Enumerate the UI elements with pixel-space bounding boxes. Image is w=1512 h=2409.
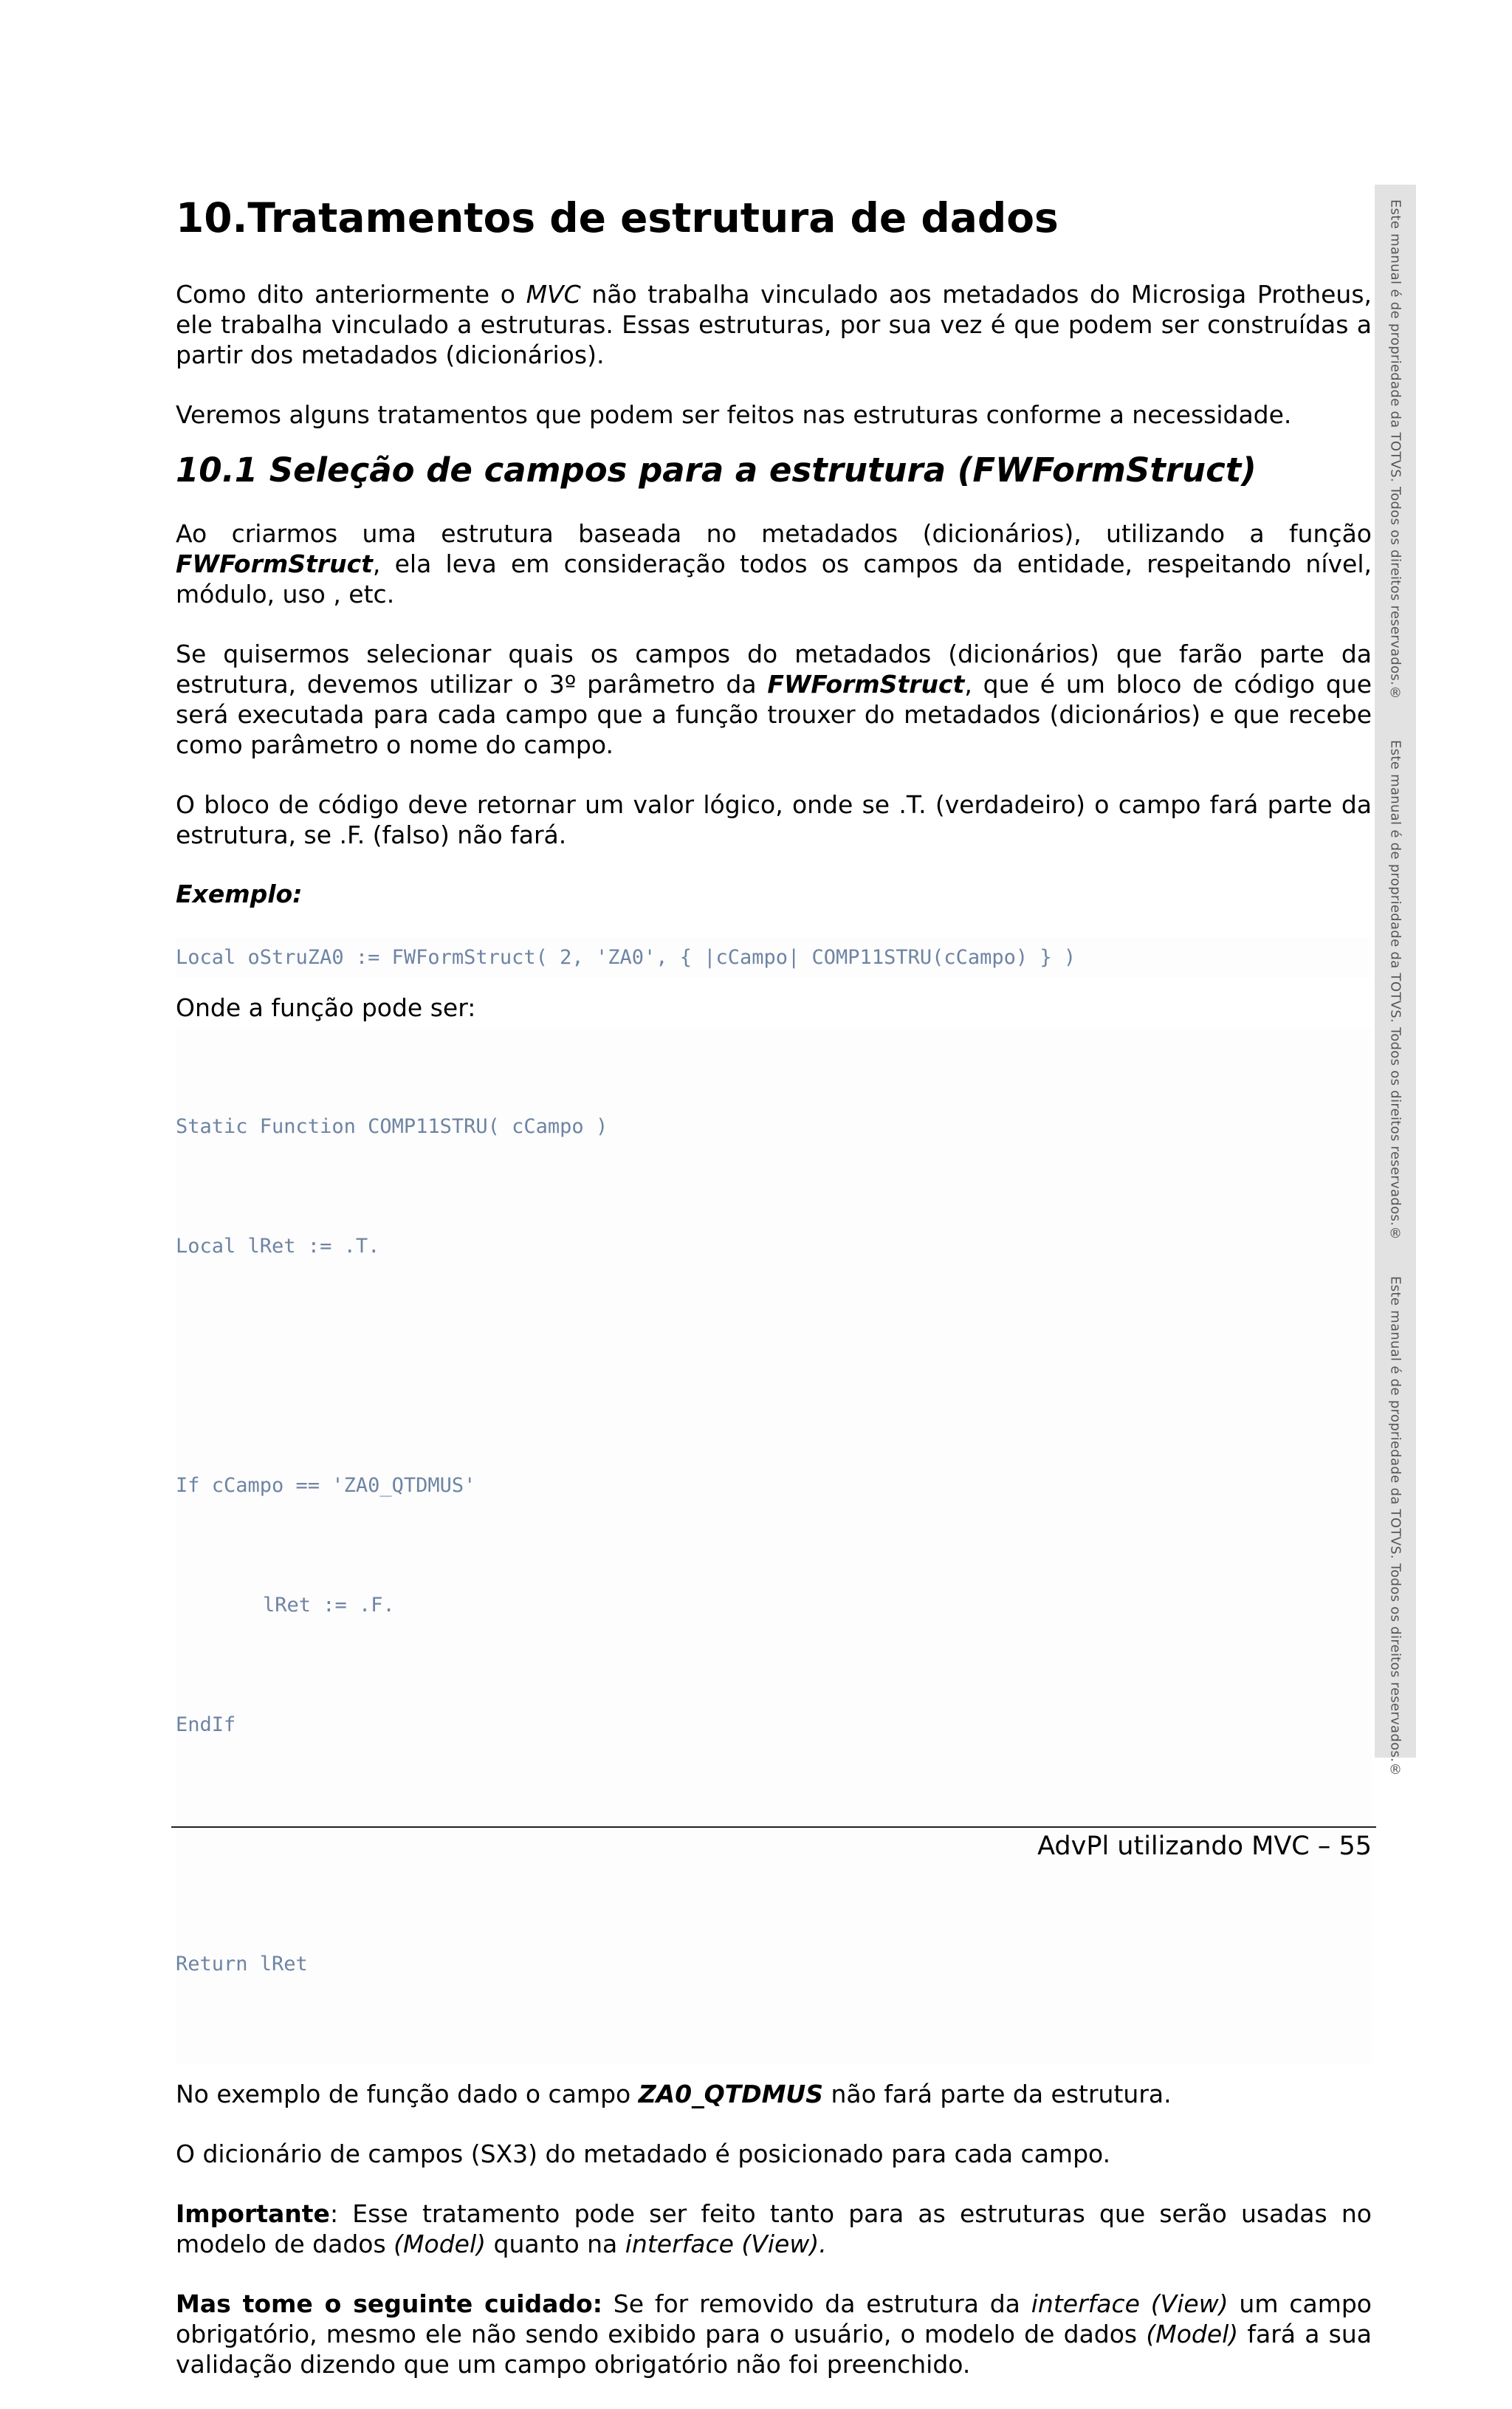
copyright-notice: Este manual é de propriedade da TOTVS. Todos os direitos reservados.® xyxy=(1387,740,1403,1242)
code-example-1 xyxy=(176,938,1372,978)
caution-label: Mas tome o seguinte cuidado: xyxy=(176,2289,602,2318)
text: : Esse tratamento pode ser feito tanto para as estruturas que serão usadas no modelo de dados xyxy=(176,2199,1372,2258)
code-example-2 xyxy=(176,1027,1372,2064)
section-paragraph-4 xyxy=(176,2079,1372,2109)
view-term: interface (View). xyxy=(625,2229,827,2258)
text: Se quisermos selecionar quais os campos do metadados (dicionários) que farão parte da estrutura, devemos utilizar o 3º parâmetro da xyxy=(176,639,1372,699)
intro-paragraph-2: Veremos alguns tratamentos que podem ser feitos nas estruturas conforme a necessidade. xyxy=(176,400,1292,429)
code-line: Local oStruZA0 := FWFormStruct( 2, 'ZA0', { |cCampo| COMP11STRU(cCampo) } ) xyxy=(176,945,1076,969)
page-footer: AdvPl utilizando MVC – 55 xyxy=(1037,1831,1372,1861)
copyright-notice: Este manual é de propriedade da TOTVS. Todos os direitos reservados.® xyxy=(1387,1276,1403,1778)
mvc-term: MVC xyxy=(526,279,581,309)
text: quanto na xyxy=(486,2229,625,2258)
example-label: Exemplo: xyxy=(176,879,303,908)
code-line xyxy=(176,1346,1372,1386)
page-content xyxy=(176,196,1372,2409)
text: No exemplo de função dado o campo xyxy=(176,2079,639,2108)
important-label: Importante xyxy=(176,2199,330,2228)
model-term: (Model) xyxy=(394,2229,487,2258)
text: não fará parte da estrutura. xyxy=(823,2079,1172,2108)
model-term: (Model) xyxy=(1146,2319,1239,2348)
footer-divider xyxy=(171,1826,1376,1828)
copyright-notice: Este manual é de propriedade da TOTVS. Todos os direitos reservados.® xyxy=(1387,199,1403,702)
code-line: Static Function COMP11STRU( cCampo ) xyxy=(176,1114,608,1138)
section-paragraph-3: O bloco de código deve retornar um valor lógico, onde se .T. (verdadeiro) o campo fará parte da estrutura, se .F. (falso) não fará. xyxy=(176,789,1372,849)
function-name: FWFormStruct xyxy=(176,549,373,578)
code-line: Return lRet xyxy=(176,1952,308,1975)
copyright-sidebar xyxy=(1375,185,1416,1778)
field-name: ZA0_QTDMUS xyxy=(638,2079,823,2108)
code-line: Local lRet := .T. xyxy=(176,1234,380,1258)
section-paragraph-2 xyxy=(176,639,1372,760)
section-paragraph-5: O dicionário de campos (SX3) do metadado é posicionado para cada campo. xyxy=(176,2139,1111,2168)
text: Se for removido da estrutura da xyxy=(602,2289,1031,2318)
view-term: interface (View) xyxy=(1031,2289,1228,2318)
code-line: EndIf xyxy=(176,1713,236,1736)
text: um campo obrigatório, mesmo ele não sendo exibido para o usuário, o modelo de dados xyxy=(176,2289,1372,2348)
function-name: FWFormStruct xyxy=(767,669,965,699)
text: não trabalha vinculado aos metadados do Microsiga Protheus, ele trabalha vinculado a estruturas. Essas estruturas, por sua vez é que podem ser construídas a partir dos metadados (dicionários). xyxy=(176,279,1372,369)
chapter-title: 10.Tratamentos de estrutura de dados xyxy=(176,194,1059,241)
text: , que é um bloco de código que será executada para cada campo que a função trouxer do metadados (dicionários) e que recebe como parâmetro o nome do campo. xyxy=(176,669,1372,759)
intro-paragraph-1 xyxy=(176,279,1372,370)
code-caption: Onde a função pode ser: xyxy=(176,993,476,1022)
code-line: lRet := .F. xyxy=(263,1593,395,1617)
text: Ao criarmos uma estrutura baseada no metadados (dicionários), utilizando a função xyxy=(176,518,1372,548)
caution-note xyxy=(176,2289,1372,2379)
text: fará a sua validação dizendo que um campo obrigatório não foi preenchido. xyxy=(176,2319,1372,2379)
important-note xyxy=(176,2199,1372,2259)
section-title: 10.1 Seleção de campos para a estrutura (FWFormStruct) xyxy=(176,450,1257,490)
section-paragraph-1 xyxy=(176,518,1372,609)
text: Como dito anteriormente o xyxy=(176,279,526,309)
code-line: If cCampo == 'ZA0_QTDMUS' xyxy=(176,1473,476,1497)
text: , ela leva em consideração todos os campos da entidade, respeitando nível, módulo, uso , etc. xyxy=(176,549,1372,609)
